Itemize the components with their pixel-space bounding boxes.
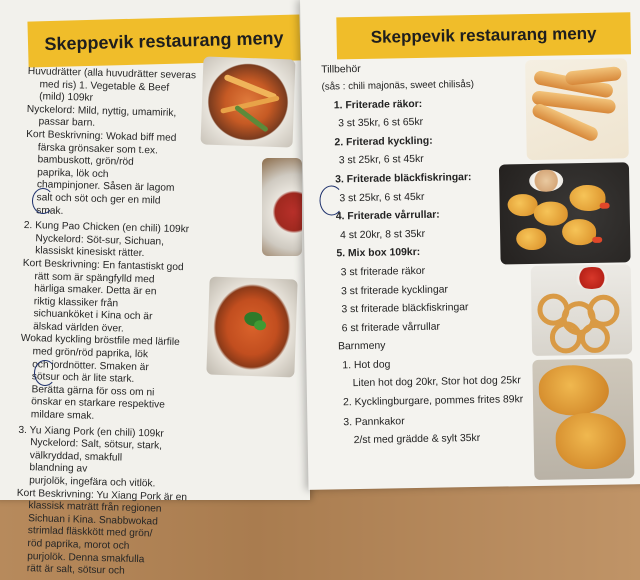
left-line: röd paprika, morot och (27, 538, 130, 552)
side-item-price: 4 st 20kr, 8 st 35kr (340, 228, 426, 242)
side-item-heading: 2. Friterad kyckling: (334, 135, 433, 149)
spring-rolls-photo (525, 58, 629, 160)
right-title-banner (336, 12, 631, 59)
mixbox-line: 3 st friterade bläckfiskringar (341, 302, 469, 316)
left-line: Nyckelord: Salt, sötsur, stark, (29, 437, 163, 452)
left-line: Kort Beskrivning: En fantastiskt god (22, 257, 184, 274)
left-line: salt och söt och ger en mild (36, 192, 161, 207)
menu-sheet-left (0, 0, 310, 577)
left-line: med grön/röd paprika, lök (32, 346, 149, 361)
side-item-price: 3 st 25kr, 6 st 45kr (339, 191, 425, 204)
side-item-price: 3 st 35kr, 6 st 65kr (338, 117, 424, 130)
pen-circle-mark (32, 188, 54, 214)
kids-item-heading: 3. Pannkakor (343, 415, 405, 428)
left-line: champinjoner. Såsen är lagom (36, 179, 175, 195)
left-line: blandning av (29, 462, 88, 476)
kids-item-heading: 2. Kycklingburgare, pommes frites 89kr (342, 393, 524, 408)
side-item-heading: 3. Friterade bläckfiskringar: (335, 172, 472, 186)
left-line: Berätta gärna för oss om ni (31, 384, 155, 399)
side-item-heading: 1. Friterade räkor: (333, 98, 423, 112)
pen-circle-mark (34, 360, 56, 386)
left-line: rätt är salt, sötsur och (26, 563, 125, 577)
left-line: önskar en starkare respektive (31, 396, 165, 412)
noodles-photo (200, 56, 295, 147)
right-menu-text (321, 58, 528, 451)
kids-item-price: Liten hot dog 20kr, Stor hot dog 25kr (352, 374, 521, 389)
mixbox-heading: 5. Mix box 109kr: (336, 247, 421, 260)
pork-dish-photo (206, 276, 297, 377)
left-line: och jordnötter. Smaken är (32, 358, 149, 373)
left-line: 2. Kung Pao Chicken (en chili) 109kr (23, 220, 190, 236)
calamari-rings-photo (531, 264, 633, 356)
left-menu-text (15, 66, 200, 580)
mixbox-line: 3 st friterade räkor (340, 265, 426, 279)
left-line: Kort Beskrivning: Wokad biff med (26, 128, 177, 144)
mixbox-line: 3 st friterade kycklingar (340, 283, 449, 297)
left-line: riktig klassiker från (33, 295, 119, 310)
left-line: strimlad fläskkött med grön/ (27, 525, 153, 540)
left-line: bambuskott, grön/röd (37, 154, 134, 168)
left-line: Nyckelord: Söt-sur, Sichuan, (35, 232, 165, 248)
left-line: passar barn. (38, 116, 96, 130)
fried-shrimp-photo (499, 162, 631, 264)
left-line: smak. (36, 204, 64, 217)
left-line: purjolök. Denna smakfulla (27, 550, 145, 565)
menu-sheet-right (300, 0, 640, 490)
left-line: välkryddad, smakfull (29, 449, 123, 464)
side-item-price: 3 st 25kr, 6 st 45kr (338, 154, 424, 167)
left-line: Sichuan i Kina. Snabbwokad (28, 512, 158, 528)
left-line: Huvudrätter (alla huvudrätter severas (27, 66, 197, 82)
left-line: klassisk maträtt från regionen (28, 500, 162, 515)
left-title: Skeppevik restaurang meny (44, 27, 284, 54)
left-line: sichuanköket i Kina och är (33, 308, 153, 323)
left-line: färska grönsaker som t.ex. (37, 141, 159, 156)
tillbehor-heading: Tillbehör (321, 63, 361, 76)
left-line: 3. Yu Xiang Pork (en chili) 109kr (18, 424, 164, 440)
right-title: Skeppevik restaurang meny (370, 23, 597, 47)
side-item-heading: 4. Friterade vårrullar: (335, 209, 440, 223)
left-line: Kort Beskrivning: Yu Xiang Pork är en (16, 487, 188, 503)
left-line: sötsur och är lite stark. (31, 371, 135, 386)
kids-item-heading: 1. Hot dog (342, 359, 391, 372)
mixbox-line: 6 st friterade vårrullar (341, 321, 440, 335)
left-line: Wokad kyckling bröstfile med lärfile (20, 333, 180, 349)
left-line: med ris) 1. Vegetable & Beef (39, 78, 170, 94)
fried-pastry-photo (532, 358, 634, 480)
chicken-dish-photo (262, 158, 302, 256)
left-line: härliga smaker. Detta är en (34, 283, 157, 298)
kids-item-price: 2/st med grädde & sylt 35kr (353, 433, 481, 447)
left-line: rätt som är spängfylld med (34, 270, 155, 285)
left-line: mildare smak. (30, 409, 95, 422)
left-line: klassiskt kinesiskt rätter. (35, 245, 145, 260)
barnmeny-heading: Barnmeny (337, 340, 386, 353)
sauce-note: (sås : chili majonäs, sweet chilisås) (321, 78, 475, 93)
left-line: (mild) 109kr (39, 91, 94, 104)
left-line: purjolök, ingefära och vitlök. (29, 475, 156, 490)
left-line: paprika, lök och (37, 167, 109, 180)
left-line: Nyckelord: Mild, nyttig, umamirik, (26, 103, 177, 119)
left-line: älskad världen över. (33, 321, 124, 335)
